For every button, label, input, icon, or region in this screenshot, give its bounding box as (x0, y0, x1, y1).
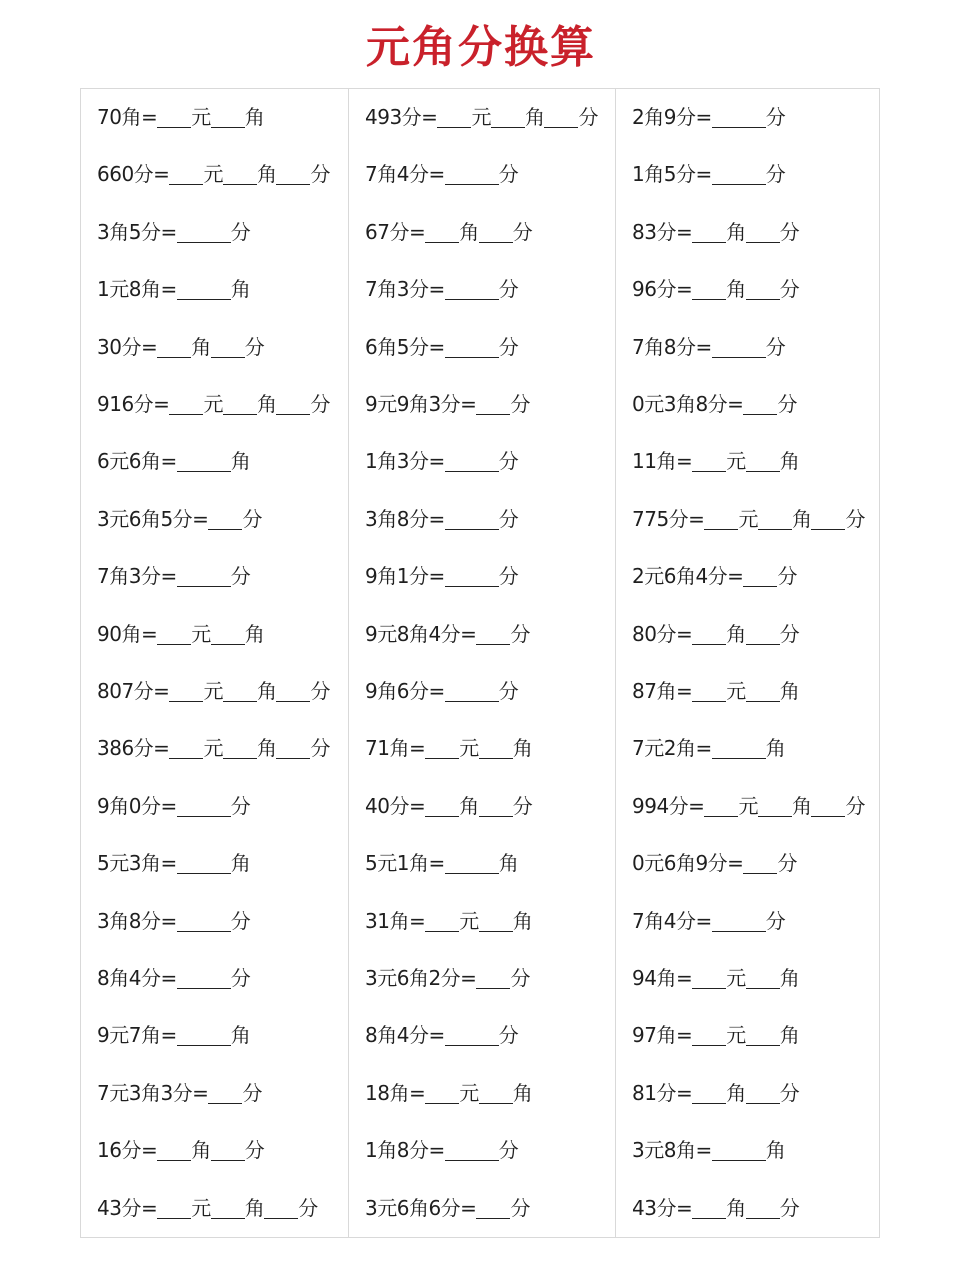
answer-blank (479, 220, 513, 243)
answer-blank (276, 736, 310, 759)
conversion-problem: 8角4分= 分 (365, 1023, 519, 1048)
conversion-problem: 3角8分= 分 (97, 908, 251, 933)
answer-blank (445, 1138, 499, 1161)
answer-blank (425, 220, 459, 243)
conversion-problem: 7角4分= 分 (365, 162, 519, 187)
conversion-problem: 6元6角= 角 (97, 449, 251, 474)
answer-blank (276, 162, 310, 185)
answer-blank (746, 449, 780, 472)
answer-blank (177, 277, 231, 300)
answer-blank (169, 679, 203, 702)
answer-blank (479, 736, 513, 759)
conversion-problem: 994分= 元 角 分 (632, 793, 865, 818)
answer-blank (445, 564, 499, 587)
answer-blank (479, 794, 513, 817)
answer-blank (692, 966, 726, 989)
conversion-problem: 775分= 元 角 分 (632, 506, 865, 531)
answer-blank (208, 507, 242, 530)
conversion-problem: 660分= 元 角 分 (97, 162, 330, 187)
answer-blank (425, 909, 459, 932)
conversion-problem: 8角4分= 分 (97, 966, 251, 990)
conversion-problem: 0元6角9分= 分 (632, 851, 797, 876)
answer-blank (746, 1196, 780, 1219)
conversion-problem: 67分= 角 分 (365, 219, 533, 244)
conversion-problem: 9角0分= 分 (97, 793, 251, 818)
conversion-problem: 9角1分= 分 (365, 564, 519, 589)
answer-blank (692, 220, 726, 243)
answer-blank (157, 622, 191, 645)
answer-blank (157, 1196, 191, 1219)
answer-blank (177, 851, 231, 874)
conversion-problem: 0元3角8分= 分 (632, 392, 797, 416)
answer-blank (157, 105, 191, 128)
answer-blank (692, 277, 726, 300)
answer-blank (169, 392, 203, 415)
conversion-problem: 11角= 元 角 (632, 449, 800, 474)
conversion-problem: 493分= 元 角 分 (365, 105, 598, 129)
answer-blank (177, 449, 231, 472)
answer-blank (544, 105, 578, 128)
conversion-problem: 43分= 角 分 (632, 1195, 800, 1220)
conversion-problem: 916分= 元 角 分 (97, 392, 330, 416)
answer-blank (692, 1023, 726, 1046)
answer-blank (211, 105, 245, 128)
answer-blank (712, 909, 766, 932)
conversion-problem: 31角= 元 角 (365, 908, 533, 933)
conversion-problem: 1角8分= 分 (365, 1138, 519, 1163)
conversion-problem: 2角9分= 分 (632, 105, 786, 129)
answer-blank (746, 1023, 780, 1046)
conversion-problem: 1角3分= 分 (365, 449, 519, 474)
conversion-problem: 1角5分= 分 (632, 162, 786, 187)
answer-blank (223, 679, 257, 702)
answer-blank (177, 564, 231, 587)
conversion-problem: 43分= 元 角 分 (97, 1195, 318, 1220)
answer-blank (712, 1138, 766, 1161)
conversion-problem: 9元7角= 角 (97, 1023, 251, 1048)
answer-blank (758, 507, 792, 530)
conversion-problem: 80分= 角 分 (632, 621, 800, 646)
answer-blank (445, 335, 499, 358)
answer-blank (445, 507, 499, 530)
conversion-problem: 9元9角3分= 分 (365, 392, 530, 416)
answer-blank (746, 622, 780, 645)
conversion-problem: 9元8角4分= 分 (365, 621, 530, 646)
conversion-problem: 30分= 角 分 (97, 334, 265, 359)
conversion-problem: 83分= 角 分 (632, 219, 800, 244)
answer-blank (177, 966, 231, 989)
answer-blank (425, 1081, 459, 1104)
answer-blank (211, 1196, 245, 1219)
conversion-problem: 7角3分= 分 (365, 277, 519, 302)
page-title: 元角分换算 (366, 22, 596, 73)
answer-blank (712, 162, 766, 185)
answer-blank (746, 277, 780, 300)
conversion-problem: 386分= 元 角 分 (97, 736, 330, 761)
answer-blank (211, 335, 245, 358)
answer-blank (746, 679, 780, 702)
answer-blank (758, 794, 792, 817)
conversion-problem: 7角3分= 分 (97, 564, 251, 589)
answer-blank (704, 794, 738, 817)
answer-blank (491, 105, 525, 128)
answer-blank (692, 449, 726, 472)
conversion-problem: 7角4分= 分 (632, 908, 786, 933)
answer-blank (211, 1138, 245, 1161)
conversion-problem: 90角= 元 角 (97, 621, 265, 646)
answer-blank (276, 679, 310, 702)
answer-blank (169, 162, 203, 185)
conversion-problem: 3角5分= 分 (97, 219, 251, 244)
answer-blank (476, 622, 510, 645)
answer-blank (712, 105, 766, 128)
conversion-problem: 5元3角= 角 (97, 851, 251, 876)
answer-blank (712, 736, 766, 759)
answer-blank (445, 1023, 499, 1046)
conversion-problem: 7角8分= 分 (632, 334, 786, 359)
answer-blank (445, 679, 499, 702)
conversion-problem: 87角= 元 角 (632, 679, 800, 703)
conversion-problem: 7元3角3分= 分 (97, 1080, 262, 1105)
answer-blank (479, 1081, 513, 1104)
conversion-problem: 18角= 元 角 (365, 1080, 533, 1105)
answer-blank (811, 507, 845, 530)
answer-blank (223, 392, 257, 415)
conversion-problem: 3元6角6分= 分 (365, 1195, 530, 1220)
answer-blank (704, 507, 738, 530)
conversion-problem: 3角8分= 分 (365, 506, 519, 531)
answer-blank (445, 162, 499, 185)
answer-blank (743, 851, 777, 874)
worksheet-table (80, 88, 880, 1238)
answer-blank (177, 220, 231, 243)
conversion-problem: 5元1角= 角 (365, 851, 519, 876)
problem-column-2 (348, 89, 616, 1237)
answer-blank (746, 966, 780, 989)
conversion-problem: 97角= 元 角 (632, 1023, 800, 1048)
answer-blank (743, 564, 777, 587)
conversion-problem: 40分= 角 分 (365, 793, 533, 818)
answer-blank (223, 736, 257, 759)
answer-blank (476, 966, 510, 989)
conversion-problem: 70角= 元 角 (97, 105, 265, 129)
answer-blank (157, 335, 191, 358)
answer-blank (211, 622, 245, 645)
answer-blank (692, 622, 726, 645)
answer-blank (445, 449, 499, 472)
answer-blank (264, 1196, 298, 1219)
answer-blank (177, 909, 231, 932)
conversion-problem: 3元8角= 角 (632, 1138, 786, 1163)
problem-column-1 (81, 89, 348, 1237)
answer-blank (208, 1081, 242, 1104)
answer-blank (476, 392, 510, 415)
conversion-problem: 81分= 角 分 (632, 1080, 800, 1105)
conversion-problem: 6角5分= 分 (365, 334, 519, 359)
answer-blank (479, 909, 513, 932)
answer-blank (177, 794, 231, 817)
conversion-problem: 16分= 角 分 (97, 1138, 265, 1163)
answer-blank (157, 1138, 191, 1161)
answer-blank (445, 851, 499, 874)
answer-blank (169, 736, 203, 759)
answer-blank (743, 392, 777, 415)
conversion-problem: 71角= 元 角 (365, 736, 533, 761)
answer-blank (276, 392, 310, 415)
conversion-problem: 9角6分= 分 (365, 679, 519, 703)
answer-blank (437, 105, 471, 128)
answer-blank (692, 1196, 726, 1219)
conversion-problem: 2元6角4分= 分 (632, 564, 797, 589)
problem-column-3 (615, 89, 882, 1237)
conversion-problem: 807分= 元 角 分 (97, 679, 330, 703)
answer-blank (712, 335, 766, 358)
answer-blank (425, 736, 459, 759)
answer-blank (177, 1023, 231, 1046)
answer-blank (692, 679, 726, 702)
conversion-problem: 96分= 角 分 (632, 277, 800, 302)
conversion-problem: 1元8角= 角 (97, 277, 251, 302)
conversion-problem: 94角= 元 角 (632, 966, 800, 990)
answer-blank (692, 1081, 726, 1104)
conversion-problem: 7元2角= 角 (632, 736, 786, 761)
answer-blank (223, 162, 257, 185)
conversion-problem: 3元6角5分= 分 (97, 506, 262, 531)
conversion-problem: 3元6角2分= 分 (365, 966, 530, 990)
answer-blank (445, 277, 499, 300)
answer-blank (425, 794, 459, 817)
answer-blank (746, 220, 780, 243)
answer-blank (476, 1196, 510, 1219)
answer-blank (746, 1081, 780, 1104)
answer-blank (811, 794, 845, 817)
